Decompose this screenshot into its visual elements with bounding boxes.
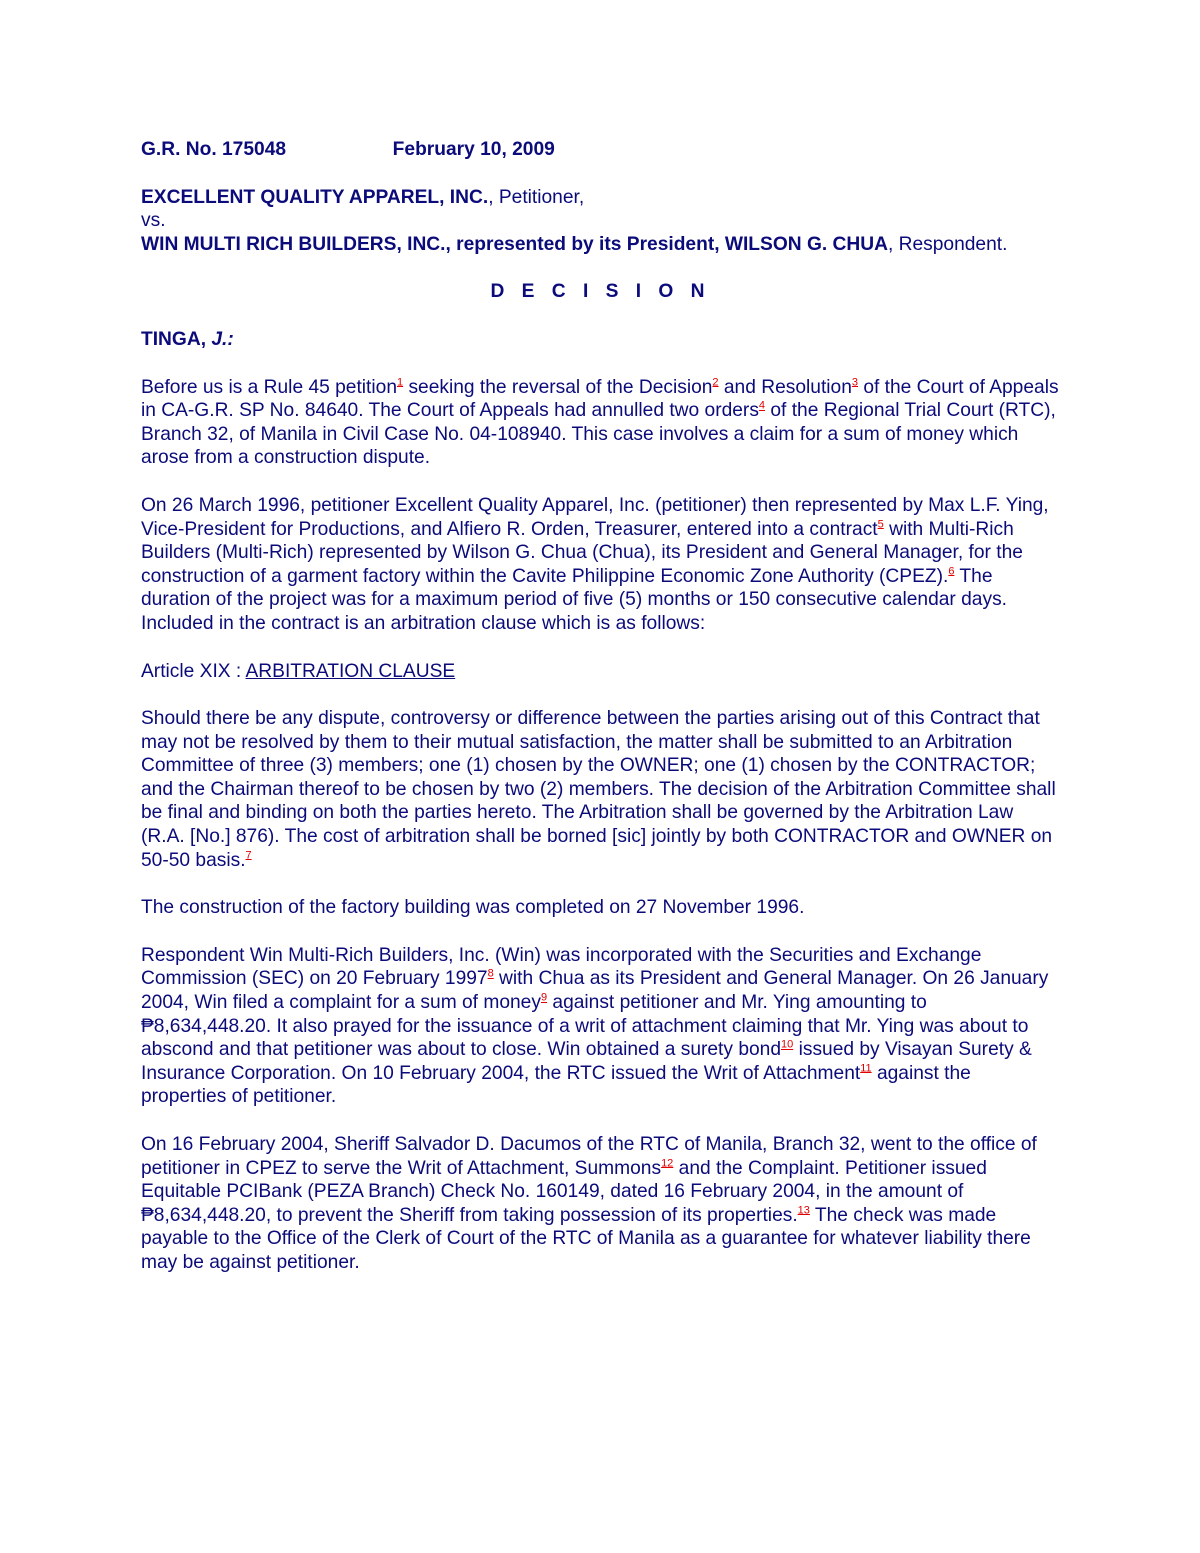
footnote-link-9[interactable]: 9 (540, 991, 548, 1004)
article-heading (141, 660, 1060, 684)
footnote-link-7[interactable]: 7 (245, 849, 252, 862)
paragraph-6 (141, 1133, 1060, 1275)
petitioner-line (141, 186, 1060, 210)
p6-text-c: The check was made payable to the Office of the Clerk of Court of the RTC of Manila as a guarantee for whatever liability there may be against petitioner. (141, 1204, 1031, 1273)
respondent-name: WIN MULTI RICH BUILDERS, INC., represented by its President, WILSON G. CHUA (141, 233, 888, 255)
footnote-link-1[interactable]: 1 (397, 376, 404, 389)
footnote-link-2[interactable]: 2 (712, 376, 719, 389)
p6-text-b: and the Complaint. Petitioner issued Equitable PCIBank (PEZA Branch) Check No. 160149, dated 16 February 2004, in the amount of ₱8,634,448.20, to prevent the Sheriff from taking possession of its properties. (141, 1157, 987, 1226)
decision-date: February 10, 2009 (392, 139, 555, 160)
footnote-link-10[interactable]: 10 (781, 1038, 794, 1051)
p5-text-e: against the properties of petitioner. (141, 1062, 971, 1108)
p1-text-d: of the Court of Appeals in CA-G.R. SP No. 84640. The Court of Appeals had annulled two orders (141, 376, 1059, 422)
p6-text-a: On 16 February 2004, Sheriff Salvador D. Dacumos of the RTC of Manila, Branch 32, went to the office of petitioner in CPEZ to serve the Writ of Attachment, Summons (141, 1134, 1037, 1179)
p1-text-e: of the Regional Trial Court (RTC), Branch 32, of Manila in Civil Case No. 04-108940. This case involves a claim for a sum of money which arose from a construction dispute. (141, 400, 1056, 469)
p2-text-c: The duration of the project was for a maximum period of five (5) months or 150 consecutive calendar days. Included in the contract is an arbitration clause which is as follows: (141, 565, 1007, 634)
paragraph-1 (141, 376, 1060, 470)
article-title: ARBITRATION CLAUSE (245, 660, 456, 682)
footnote-link-3[interactable]: 3 (851, 376, 859, 389)
ponente (141, 328, 1060, 352)
p5-text-a: Respondent Win Multi-Rich Builders, Inc. (Win) was incorporated with the Securities and Exchange Commission (SEC) on 20 February 1997 (141, 944, 982, 990)
footnote-link-6[interactable]: 6 (948, 565, 955, 578)
p5-text-c: against petitioner and Mr. Ying amounting to ₱8,634,448.20. It also prayed for the issuance of a writ of attachment claiming that Mr. Ying was about to abscond and that petitioner was about to close. Win obtained a surety bond (141, 992, 1029, 1061)
footnote-link-11[interactable]: 11 (860, 1062, 872, 1075)
footnote-link-5[interactable]: 5 (877, 518, 884, 531)
p1-text-c: and Resolution (718, 376, 852, 398)
ponente-name: TINGA, (141, 328, 212, 350)
paragraph-2 (141, 494, 1060, 636)
p2-text-a: On 26 March 1996, petitioner Excellent Quality Apparel, Inc. (petitioner) then represented by Max L.F. Ying, Vice-President for Productions, and Alfiero R. Orden, Treasurer, entered into a contract (141, 494, 1049, 540)
footnote-link-4[interactable]: 4 (758, 399, 766, 412)
p5-text-d: issued by Visayan Surety & Insurance Corporation. On 10 February 2004, the RTC issued the Writ of Attachment (141, 1039, 1032, 1084)
gr-number: G.R. No. 175048 (141, 139, 287, 160)
paragraph-arbitration-clause (141, 707, 1060, 872)
p5-text-b: with Chua as its President and General Manager. On 26 January 2004, Win filed a complaint for a sum of money (141, 968, 1049, 1014)
article-prefix: Article XIX : (141, 660, 246, 682)
versus: vs. (141, 210, 166, 232)
paragraph-5 (141, 944, 1060, 1109)
p1-text-b: seeking the reversal of the Decision (403, 376, 713, 398)
case-header (141, 138, 1060, 162)
paragraph-4: The construction of the factory building was completed on 27 November 1996. (141, 897, 805, 919)
petitioner-name: EXCELLENT QUALITY APPAREL, INC. (141, 186, 489, 208)
respondent-role: , Respondent. (887, 233, 1008, 255)
p3-text: Should there be any dispute, controversy or difference between the parties arising out of this Contract that may not be resolved by them to their mutual satisfaction, the matter shall be submitted to an Arbitration Committee of three (3) members; one (1) chosen by the OWNER; one (1) chosen by the CONTRACTOR; and the Chairman thereof to be chosen by two (2) members. The decision of the Arbitration Committee shall be final and binding on both the parties hereto. The Arbitration shall be governed by the Arbitration Law (R.A. [No.] 876). The cost of arbitration shall be borned [sic] jointly by both CONTRACTOR and OWNER on 50-50 basis. (141, 708, 1056, 871)
petitioner-role: , Petitioner, (488, 186, 585, 208)
respondent-line (141, 233, 1060, 257)
decision-title: D E C I S I O N (490, 281, 711, 303)
footnote-link-8[interactable]: 8 (487, 968, 494, 981)
ponente-suffix: J.: (211, 328, 234, 350)
p2-text-b: with Multi-Rich Builders (Multi-Rich) represented by Wilson G. Chua (Chua), its President and General Manager, for the construction of a garment factory within the Cavite Philippine Economic Zone Authority (CPEZ). (141, 518, 1023, 587)
footnote-link-13[interactable]: 13 (797, 1204, 810, 1217)
p1-text-a: Before us is a Rule 45 petition (141, 376, 397, 398)
footnote-link-12[interactable]: 12 (661, 1157, 674, 1170)
